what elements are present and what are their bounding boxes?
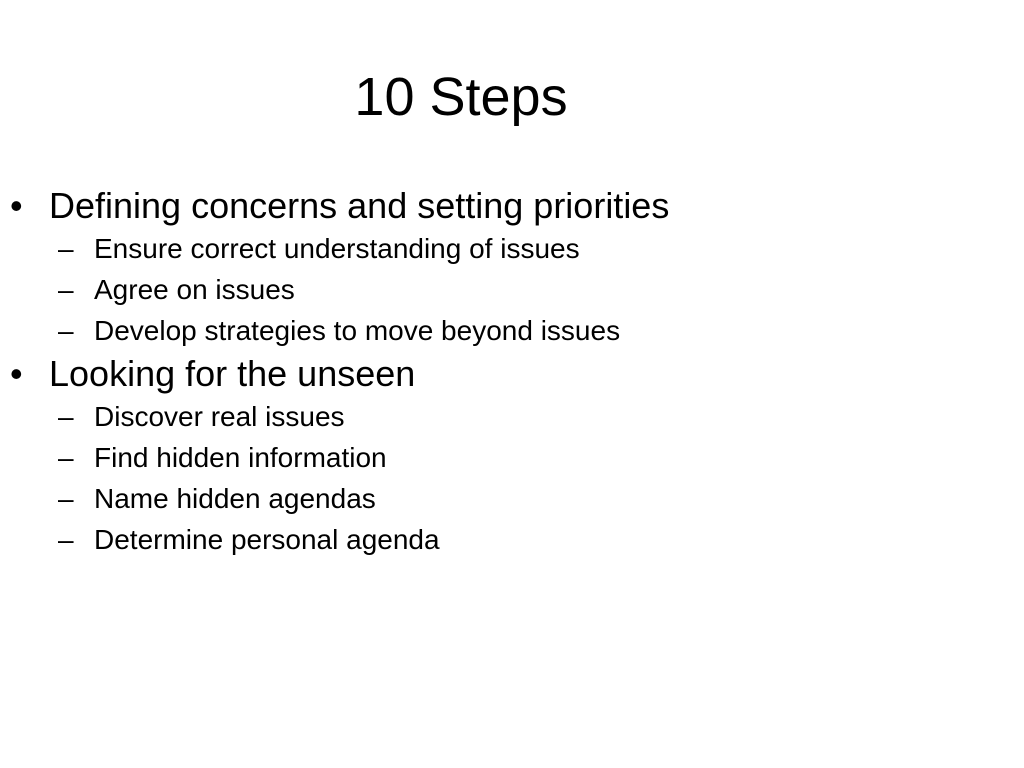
bullet-marker: • (10, 353, 23, 394)
sub-bullet-item (0, 310, 1000, 351)
sub-bullet-text: Find hidden information (94, 442, 387, 473)
bullet-item (0, 183, 1000, 228)
sub-bullet-text: Discover real issues (94, 401, 345, 432)
sub-bullet-marker: – (58, 401, 74, 432)
sub-bullet-item (0, 396, 1000, 437)
sub-bullet-text: Determine personal agenda (94, 524, 440, 555)
sub-bullet-marker: – (58, 483, 74, 514)
sub-bullet-text: Develop strategies to move beyond issues (94, 315, 621, 346)
bullet-text: Defining concerns and setting priorities (49, 185, 670, 226)
bullet-marker: • (10, 185, 23, 226)
sub-bullet-item (0, 228, 1000, 269)
sub-bullet-item (0, 519, 1000, 560)
sub-bullet-marker: – (58, 315, 74, 346)
sub-bullet-marker: – (58, 233, 74, 264)
sub-bullet-text: Ensure correct understanding of issues (94, 233, 580, 264)
slide-title: 10 Steps (354, 67, 568, 127)
sub-bullet-text: Name hidden agendas (94, 483, 376, 514)
bullet-item (0, 351, 1000, 396)
sub-bullet-text: Agree on issues (94, 274, 295, 305)
sub-bullet-item (0, 478, 1000, 519)
bullet-list (0, 183, 1000, 560)
bullet-text: Looking for the unseen (49, 353, 416, 394)
sub-bullet-marker: – (58, 442, 74, 473)
sub-bullet-item (0, 269, 1000, 310)
sub-bullet-item (0, 437, 1000, 478)
sub-bullet-marker: – (58, 524, 74, 555)
sub-bullet-marker: – (58, 274, 74, 305)
